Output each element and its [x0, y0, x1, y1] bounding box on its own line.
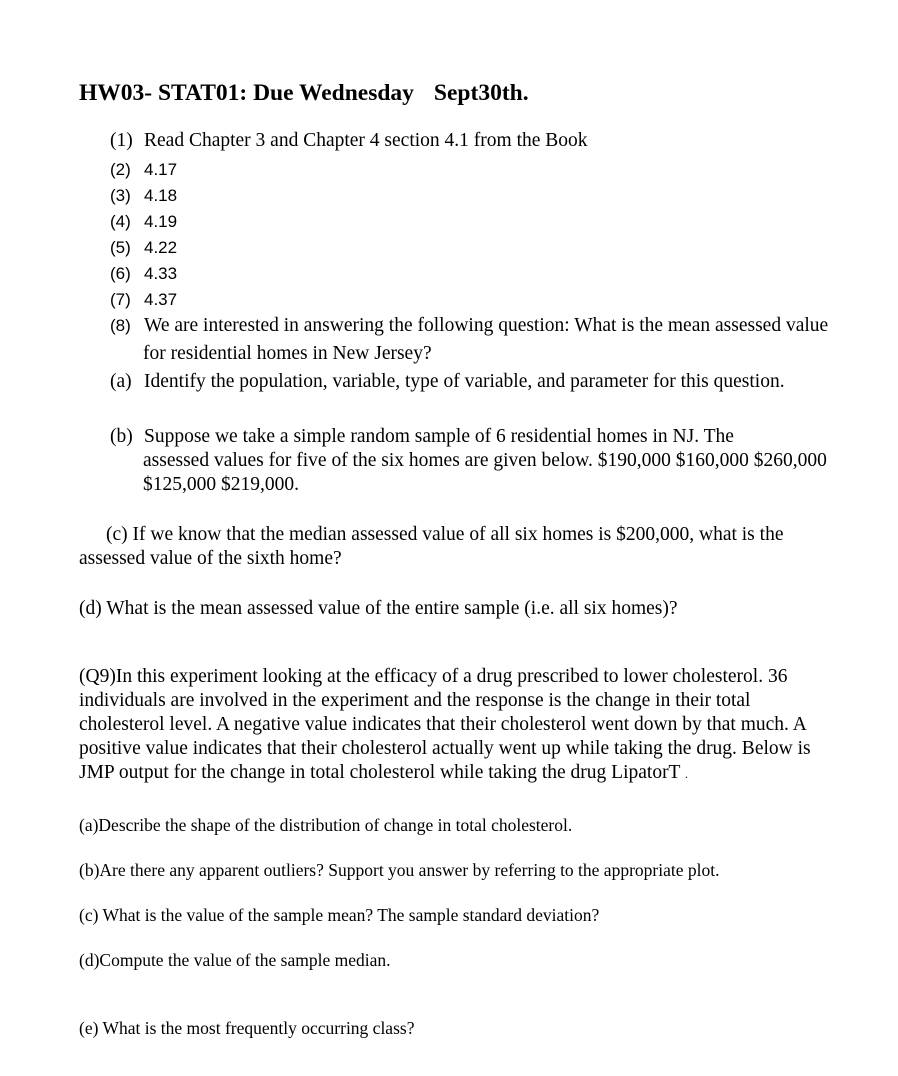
- question-9-line: positive value indicates that their cholesterol actually went up while taking the drug. Below is: [79, 738, 811, 759]
- list-item-number: (3): [110, 186, 131, 205]
- list-item: [110, 183, 177, 209]
- list-item: [110, 209, 177, 235]
- question-8b-line: $125,000 $219,000.: [143, 474, 299, 495]
- question-8b-line: assessed values for five of the six homes are given below. $190,000 $160,000 $260,000: [143, 450, 827, 471]
- list-item-text: 4.37: [144, 290, 178, 309]
- question-8: [110, 313, 828, 339]
- page-title: [79, 80, 529, 107]
- question-9-line-text: JMP output for the change in total cholesterol while taking the drug LipatorT: [79, 762, 681, 783]
- list-item-text: Read Chapter 3 and Chapter 4 section 4.1 from the Book: [144, 130, 588, 151]
- question-8c: (c) If we know that the median assessed value of all six homes is $200,000, what is the: [106, 524, 784, 545]
- question-9-line: [79, 761, 688, 786]
- list-item-text: 4.33: [144, 264, 178, 283]
- question-9-line: cholesterol level. A negative value indicates that their cholesterol went down by that much. A: [79, 714, 807, 735]
- question-8-line: for residential homes in New Jersey?: [143, 343, 432, 364]
- question-8a: [110, 369, 785, 395]
- list-item: [110, 235, 177, 261]
- question-8b: [110, 425, 734, 449]
- list-item-number: (7): [110, 290, 131, 309]
- list-item-text: 4.22: [144, 238, 178, 257]
- sub-item-text: Suppose we take a simple random sample of 6 residential homes in NJ. The: [144, 426, 734, 447]
- list-item: [110, 157, 177, 183]
- list-item-number: (8): [110, 316, 131, 335]
- list-item-number: (4): [110, 212, 131, 231]
- list-item-text: 4.18: [144, 186, 178, 205]
- question-9a: (a)Describe the shape of the distribution of change in total cholesterol.: [79, 815, 573, 835]
- list-item-text: 4.19: [144, 212, 178, 231]
- list-item: [110, 261, 177, 287]
- sub-item-number: (b): [110, 426, 133, 447]
- question-9d: (d)Compute the value of the sample median.: [79, 950, 391, 970]
- trailing-mark: .: [685, 767, 688, 781]
- list-item: [110, 128, 588, 154]
- question-8-line: We are interested in answering the following question: What is the mean assessed value: [144, 315, 829, 336]
- sub-item-text: Identify the population, variable, type of variable, and parameter for this question.: [144, 371, 785, 392]
- list-item: [110, 287, 177, 313]
- title-text: HW03- STAT01: Due Wednesday: [79, 80, 414, 106]
- question-8d: (d) What is the mean assessed value of the entire sample (i.e. all six homes)?: [79, 598, 678, 619]
- list-item-number: (2): [110, 160, 131, 179]
- question-9b: (b)Are there any apparent outliers? Support you answer by referring to the appropriate plot.: [79, 860, 720, 880]
- question-9e: (e) What is the most frequently occurring class?: [79, 1018, 415, 1038]
- list-item-text: 4.17: [144, 160, 178, 179]
- sub-item-number: (a): [110, 371, 132, 392]
- title-date: Sept30th.: [433, 80, 529, 106]
- question-9-line: individuals are involved in the experiment and the response is the change in their total: [79, 690, 751, 711]
- list-item-number: (1): [110, 130, 133, 151]
- question-9c: (c) What is the value of the sample mean? The sample standard deviation?: [79, 905, 600, 925]
- question-9-line: (Q9)In this experiment looking at the efficacy of a drug prescribed to lower cholesterol. 36: [79, 666, 788, 687]
- question-8c-line: assessed value of the sixth home?: [79, 548, 342, 569]
- list-item-number: (5): [110, 238, 131, 257]
- list-item-number: (6): [110, 264, 131, 283]
